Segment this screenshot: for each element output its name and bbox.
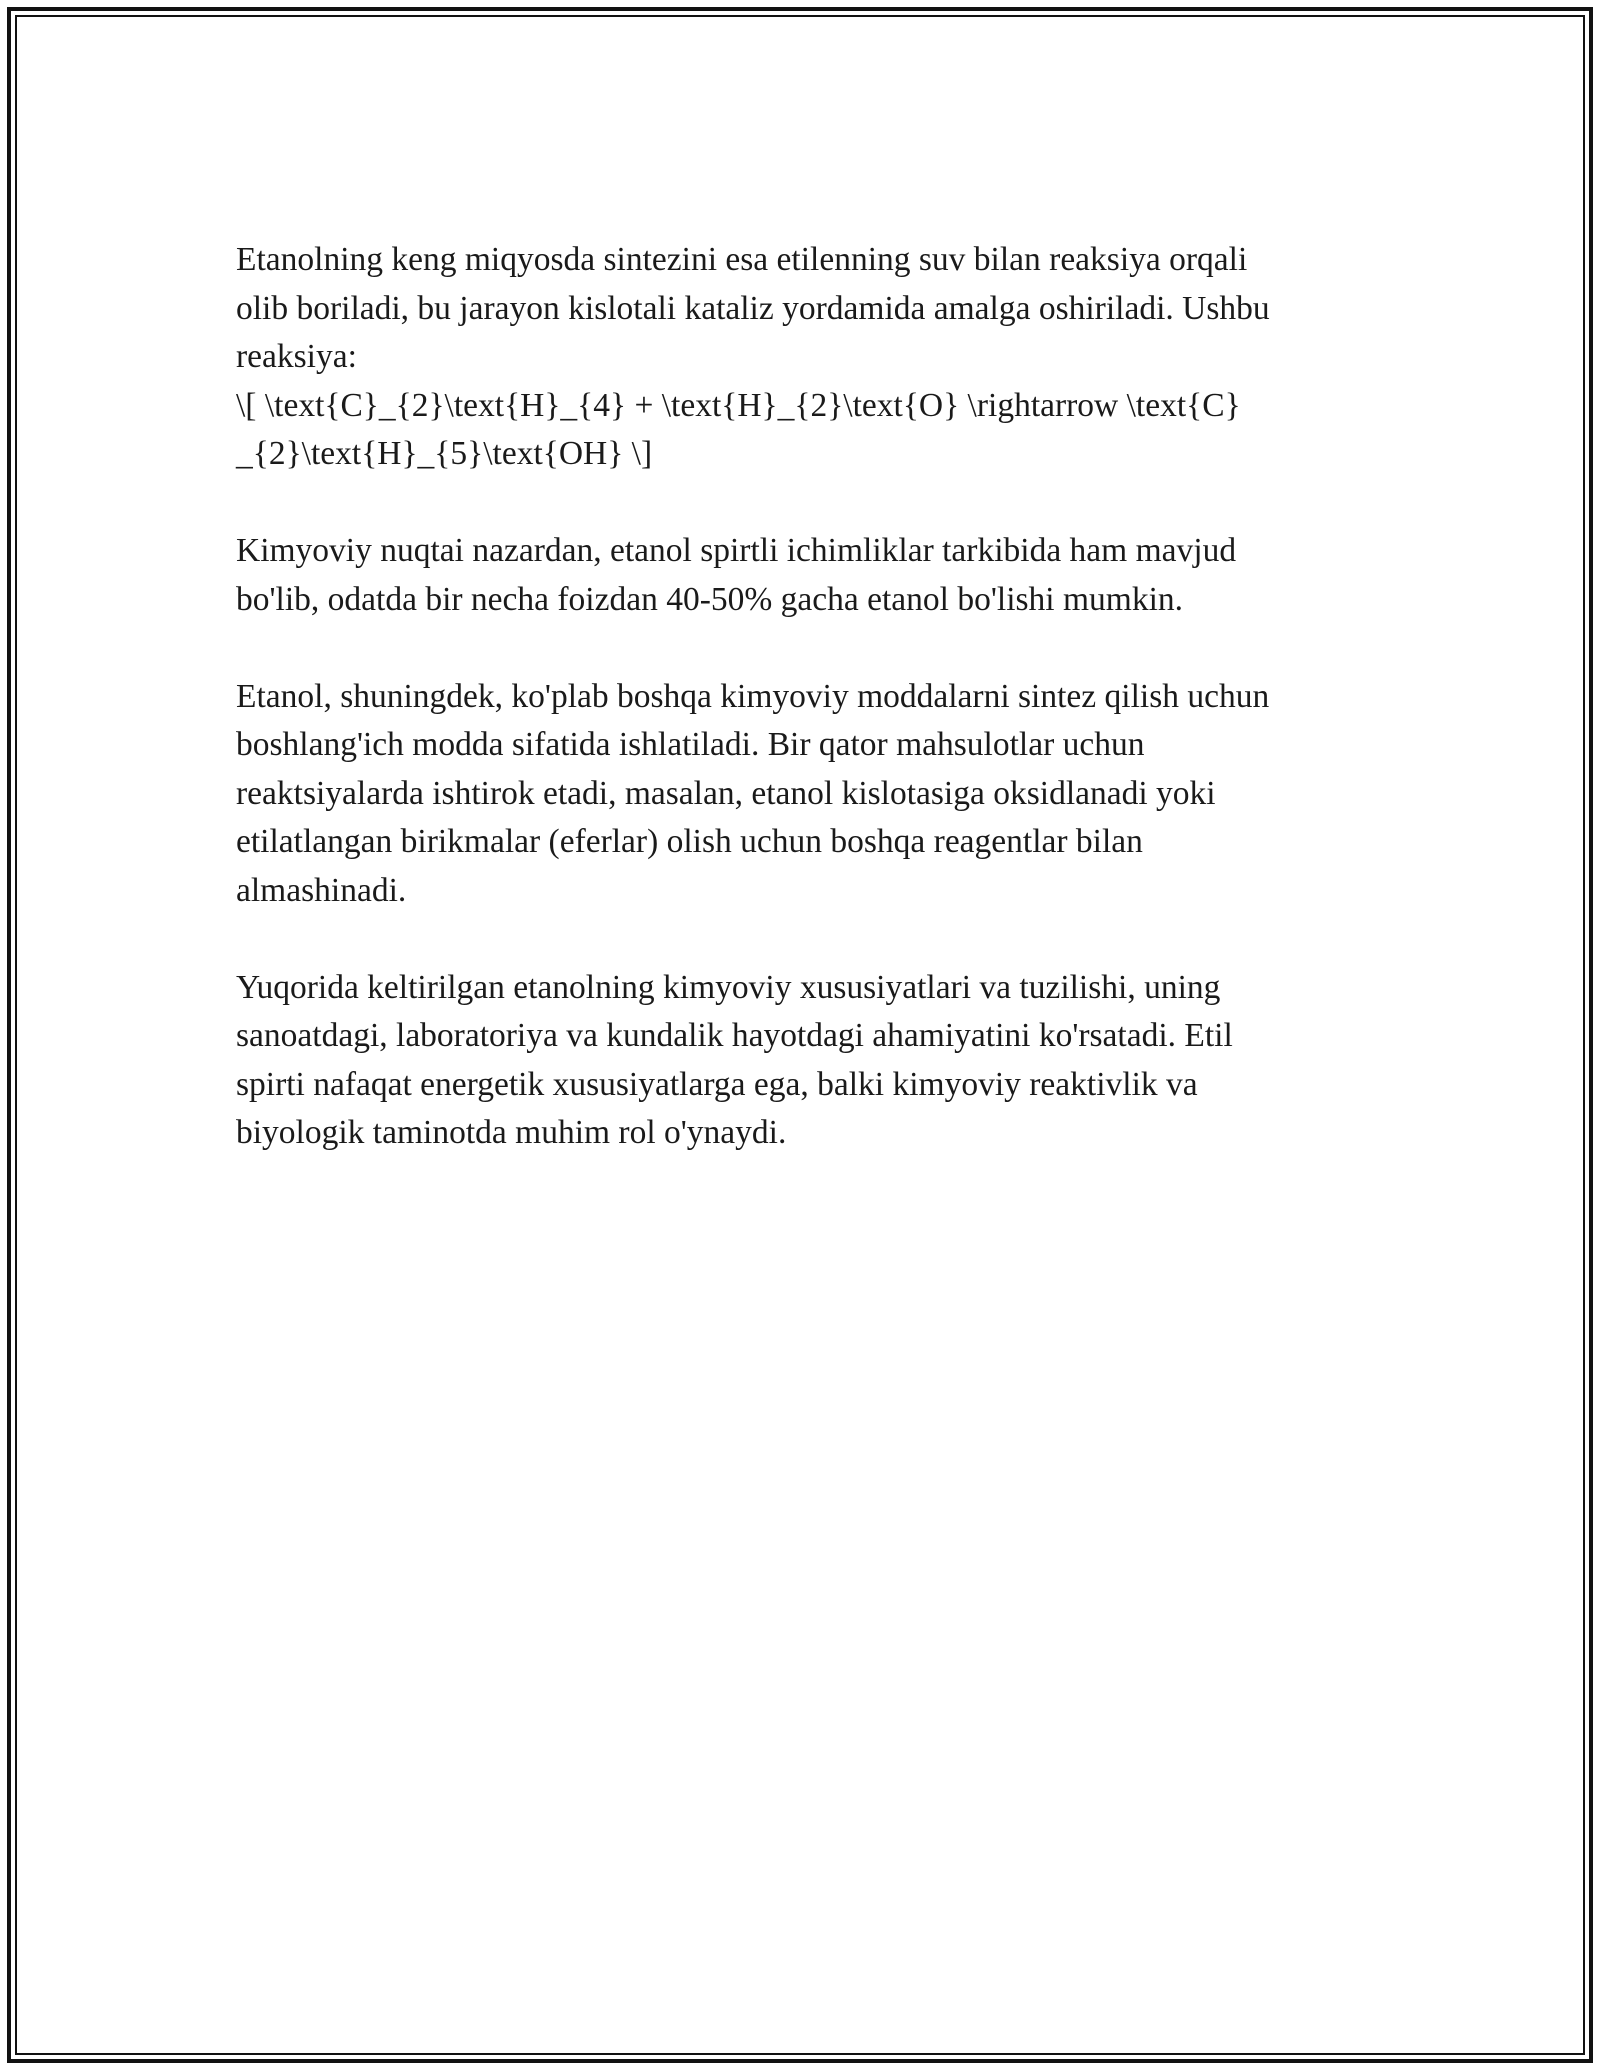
document-body xyxy=(236,236,1386,1206)
paragraph-ethanol-summary: Yuqorida keltirilgan etanolning kimyoviy xususiyatlari va tuzilishi, uning sanoatdagi, laboratoriya va kundalik hayotdagi ahamiyatini ko'rsatadi. Etil spirti nafaqat energetik xususiyatlarga ega, balki kimyoviy reaktivlik va biyologik taminotda muhim rol o'ynaydi. xyxy=(236,968,1233,1151)
paragraph-ethanol-synthesis: Etanolning keng miqyosda sintezini esa etilenning suv bilan reaksiya orqali olib boriladi, bu jarayon kislotali kataliz yordamida amalga oshiriladi. Ushbu reaksiya: \[ \text{C}_{2}\text{H}_{4} + \text{H}_{2}\text{O} \rightarrow \text{C} _{2}\text{H}_{5}\text{OH} \] xyxy=(236,241,1270,472)
paragraph-ethanol-feedstock: Etanol, shuningdek, ko'plab boshqa kimyoviy moddalarni sintez qilish uchun boshlang'ich modda sifatida ishlatiladi. Bir qator mahsulotlar uchun reaktsiyalarda ishtirok etadi, masalan, etanol kislotasiga oksidlanadi yoki etilatlangan birikmalar (eferlar) olish uchun boshqa reagentlar bilan almashinadi. xyxy=(236,677,1270,909)
paragraph-ethanol-beverages: Kimyoviy nuqtai nazardan, etanol spirtli ichimliklar tarkibida ham mavjud bo'lib, odatda bir necha foizdan 40-50% gacha etanol bo'lishi mumkin. xyxy=(236,532,1237,618)
